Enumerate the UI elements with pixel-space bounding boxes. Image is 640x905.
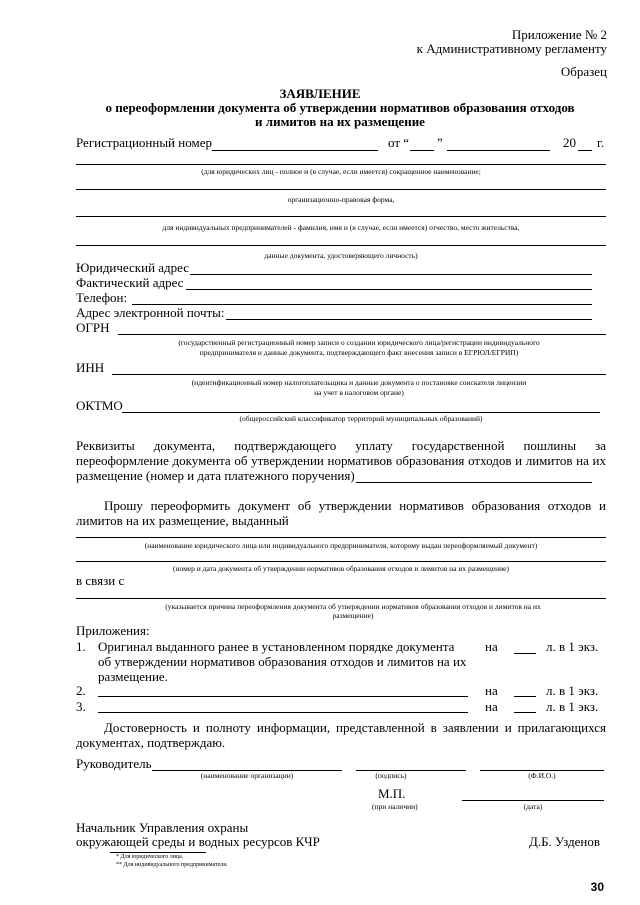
attachment-1-copies: л. в 1 экз.: [546, 639, 599, 654]
date-field[interactable]: [462, 800, 604, 801]
registration-day-field[interactable]: [410, 150, 434, 151]
stamp-if-present: (при наличии): [372, 802, 418, 811]
actual-address-label: Фактический адрес: [76, 275, 184, 290]
registration-quote: ”: [437, 135, 443, 150]
attachment-2-pages-field[interactable]: [514, 696, 536, 697]
attachment-3-field[interactable]: [98, 712, 468, 713]
attachment-1-pages-field[interactable]: [514, 653, 536, 654]
doc-number-field[interactable]: [76, 561, 606, 562]
attachment-1-number: 1.: [76, 639, 86, 654]
chief-name: Д.Б. Узденов: [528, 834, 600, 849]
attachment-2-copies: л. в 1 экз.: [546, 683, 599, 698]
registration-year-suffix: г.: [597, 135, 605, 150]
inn-hint-line2: на учет в налоговом органе): [314, 388, 404, 397]
confirmation-line2: документах, подтверждаю.: [76, 735, 226, 750]
chief-title-line2: окружающей среды и водных ресурсов КЧР: [76, 834, 320, 849]
attachment-2-number: 2.: [76, 683, 86, 698]
stamp-label: М.П.: [378, 786, 406, 801]
reason-hint-line2: размещение): [332, 611, 374, 620]
head-label: Руководитель: [76, 756, 152, 771]
signature-hint: (подпись): [375, 771, 407, 780]
registration-from-label: от “: [388, 135, 410, 150]
entrepreneur-hint: для индивидуальных предпринимателей - фамилия, имя и (в случае, если имеется) отчество, место жительства,: [162, 223, 520, 232]
document-title: ЗАЯВЛЕНИЕ: [279, 86, 361, 101]
oktmo-hint: (общероссийский классификатор территорий муниципальных образований): [239, 414, 483, 423]
fio-hint: (Ф.И.О.): [528, 771, 556, 780]
legal-address-label: Юридический адрес: [76, 260, 190, 275]
appendix-number: Приложение № 2: [511, 27, 607, 42]
ogrn-hint-line1: (государственный регистрационный номер записи о создании юридического лица/регистрации индивидуального: [178, 338, 540, 347]
sample-label: Образец: [560, 64, 607, 79]
appendix-reference: к Административному регламенту: [416, 41, 607, 56]
date-hint: (дата): [523, 802, 543, 811]
ogrn-hint-line2: предпринимателя и данные документа, подтверждающего факт внесения записи в ЕГРЮЛ/ЕГРИП): [199, 348, 519, 357]
registration-number-label: Регистрационный номер: [76, 135, 212, 150]
document-subtitle-line1: о переоформлении документа об утверждении нормативов образования отходов: [105, 100, 575, 115]
requisites-line3: размещение (номер и дата платежного поручения): [76, 468, 355, 483]
legal-address-field[interactable]: [190, 274, 592, 275]
attachment-3-copies: л. в 1 экз.: [546, 699, 599, 714]
org-form-field[interactable]: [76, 189, 606, 190]
email-field[interactable]: [226, 319, 592, 320]
id-document-hint: данные документа, удостоверяющего личность): [264, 251, 418, 260]
id-document-field[interactable]: [76, 245, 606, 246]
oktmo-label: ОКТМО: [76, 398, 123, 413]
attachment-3-na: на: [485, 699, 498, 714]
ogrn-label: ОГРН: [76, 320, 110, 335]
chief-title-line1: Начальник Управления охраны: [76, 820, 249, 835]
reason-label: в связи с: [76, 573, 125, 588]
attachment-1-line3: размещение.: [98, 669, 168, 684]
org-form-hint: организационно-правовая форма,: [287, 195, 395, 204]
doc-number-hint: (номер и дата документа об утверждении нормативов образования отходов и лимитов на их размещение): [172, 564, 510, 573]
payment-order-field[interactable]: [356, 482, 592, 483]
attachments-label: Приложения:: [76, 623, 150, 638]
footnote-1: * Для юридического лица.: [116, 854, 184, 860]
inn-label: ИНН: [76, 360, 105, 375]
attachment-2-field[interactable]: [98, 696, 468, 697]
entrepreneur-field[interactable]: [76, 216, 606, 217]
actual-address-field[interactable]: [186, 289, 592, 290]
org-name-hint: (наименование организации): [200, 771, 294, 780]
legal-name-hint: (для юридических лиц - полное и (в случае, если имеется) сокращенное наименование;: [201, 167, 481, 176]
attachment-1-na: на: [485, 639, 498, 654]
document-subtitle-line2: и лимитов на их размещение: [255, 114, 425, 129]
request-line1: Прошу переоформить документ об утверждении нормативов образования отходов и: [104, 498, 606, 513]
footnote-divider: [110, 852, 206, 853]
registration-year-field[interactable]: [578, 150, 592, 151]
request-line2: лимитов на их размещение, выданный: [76, 513, 289, 528]
applicant-name-field[interactable]: [76, 164, 606, 165]
inn-hint-line1: (идентификационный номер налогоплательщика и данные документа о постановке соискателя лицензии: [191, 378, 527, 387]
inn-field[interactable]: [112, 374, 606, 375]
attachment-1-line2: об утверждении нормативов образования отходов и лимитов на их: [98, 654, 467, 669]
registration-year-prefix: 20: [563, 135, 576, 150]
phone-label: Телефон:: [76, 290, 128, 305]
requisites-line1: Реквизиты документа, подтверждающего уплату государственной пошлины за: [76, 438, 606, 453]
attachment-1-line1: Оригинал выданного ранее в установленном порядке документа: [98, 639, 455, 654]
reason-field[interactable]: [76, 598, 606, 599]
email-label: Адрес электронной почты:: [76, 305, 225, 320]
ogrn-field[interactable]: [118, 334, 606, 335]
issued-to-field[interactable]: [76, 537, 606, 538]
page-number: 30: [590, 880, 604, 894]
requisites-line2: переоформление документа об утверждении нормативов образования отходов и лимитов на их: [76, 453, 606, 468]
attachment-2-na: на: [485, 683, 498, 698]
issued-to-hint: (наименование юридического лица или индивидуального предпринимателя, которому выдан переоформляемый документ): [144, 541, 538, 550]
reason-hint-line1: (указывается причина переоформления документа об утверждении нормативов образования отходов и лимитов на их: [165, 602, 541, 611]
footnote-2: ** Для индивидуального предпринимателя.: [116, 862, 228, 868]
attachment-3-pages-field[interactable]: [514, 712, 536, 713]
registration-number-field[interactable]: [212, 150, 378, 151]
confirmation-line1: Достоверность и полноту информации, представленной в заявлении и прилагающихся: [104, 720, 606, 735]
registration-month-field[interactable]: [447, 150, 550, 151]
attachment-3-number: 3.: [76, 699, 86, 714]
oktmo-field[interactable]: [122, 412, 600, 413]
